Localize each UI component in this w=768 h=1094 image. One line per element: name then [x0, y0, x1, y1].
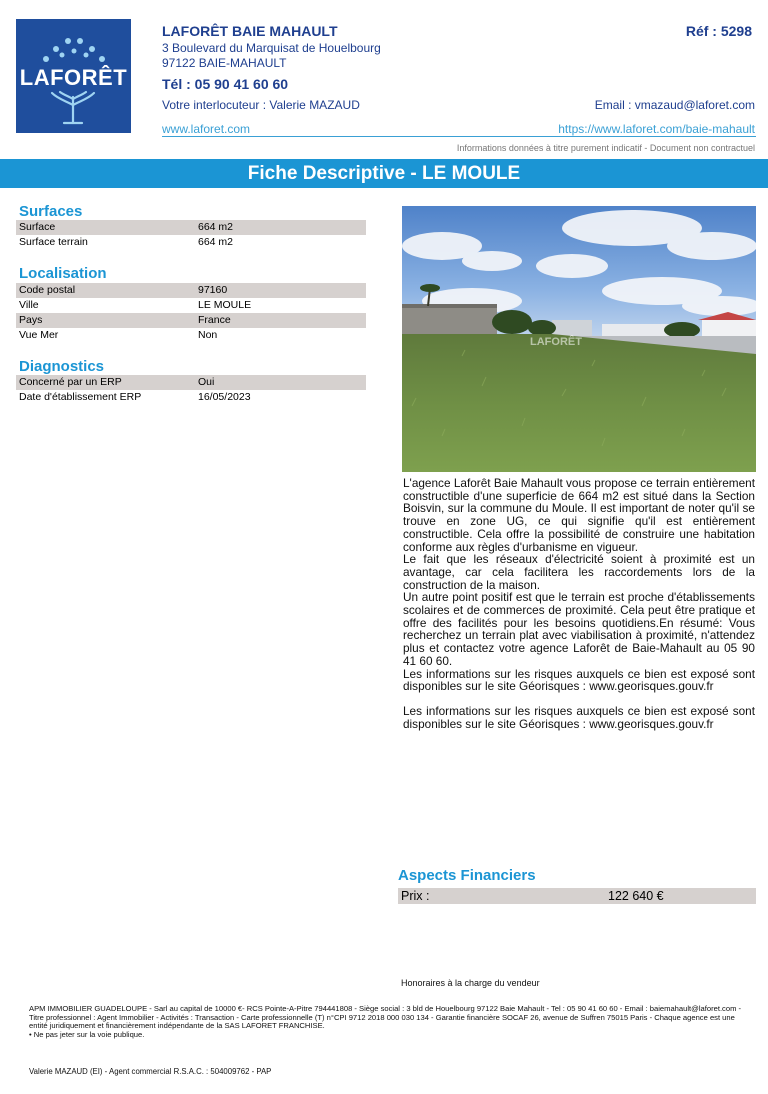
row-label: Code postal [19, 284, 76, 296]
row-value: LE MOULE [198, 299, 252, 311]
property-description [403, 477, 755, 730]
disclaimer: Informations données à titre purement indicatif - Document non contractuel [456, 143, 755, 153]
fees-note: Honoraires à la charge du vendeur [401, 978, 540, 988]
legal-notice [29, 1005, 749, 1039]
row-label: Pays [19, 314, 43, 326]
table-row [16, 328, 366, 343]
price-row [398, 888, 756, 904]
row-value: 664 m2 [198, 236, 234, 248]
legal-text: • Ne pas jeter sur la voie publique. [29, 1029, 145, 1039]
agent-info: Valerie MAZAUD (EI) - Agent commercial R.S.A.C. : 504009762 - PAP [29, 1067, 272, 1076]
table-row [16, 298, 366, 313]
phone-number: Tél : 05 90 41 60 60 [162, 76, 289, 92]
description-paragraph: Les informations sur les risques auxquels ce bien est exposé sont disponibles sur le site Géorisques : www.georisques.gouv.fr [403, 703, 755, 731]
row-label: Vue Mer [19, 329, 59, 341]
row-label: Ville [19, 299, 39, 311]
laforet-logo [16, 19, 131, 133]
table-row [16, 313, 366, 328]
contact-person: Votre interlocuteur : Valerie MAZAUD [162, 98, 360, 112]
legal-text: APM IMMOBILIER GUADELOUPE - Sarl au capital de 10000 €- RCS Pointe-A-Pitre 794441808 - Siège social : 3 bld de Houelbourg 97122 Baie Mahault - Tel : 05 90 41 60 60 - Email : baiemahault@laforet.com - Titre professionnel : Agent Immobilier - Activités : Transaction - Carte professionnelle (T) n°CPI 9712 2018 000 030 134 - Garantie financière SOCAF 26, avenue de Suffren 75015 Paris - Chaque agence est une entité juridiquement et financièrement indépendante de la SAS LAFORET FRANCHISE. [29, 1004, 742, 1031]
row-value: France [198, 314, 231, 326]
table-row [16, 235, 366, 250]
email-address[interactable]: Email : vmazaud@laforet.com [594, 98, 755, 112]
page-title: Fiche Descriptive - LE MOULE [0, 159, 768, 188]
agency-name: LAFORÊT BAIE MAHAULT [162, 23, 338, 39]
description-paragraph: L'agence Laforêt Baie Mahault vous propose ce terrain entièrement constructible d'une superficie de 664 m2 est situé dans la Section Boisvin, sur la commune du Moule. Il est important de noter qu'il se trouve en zone UG, ce qui signifie qu'il est entièrement constructible. Cela offre la possibilité de construire une habitation conforme aux règles d'urbanisme en vigueur. [403, 476, 755, 554]
row-label: Surface [19, 221, 56, 233]
row-label: Concerné par un ERP [19, 376, 122, 388]
row-value: 97160 [198, 284, 228, 296]
table-row [16, 283, 366, 298]
reference-number: Réf : 5298 [685, 23, 752, 39]
address-line-2: 97122 BAIE-MAHAULT [162, 56, 287, 70]
diagnostics-title: Diagnostics [19, 358, 105, 375]
agency-website-link[interactable]: https://www.laforet.com/baie-mahault [558, 122, 755, 136]
website-link[interactable]: www.laforet.com [162, 122, 251, 136]
table-row [16, 375, 366, 390]
address-line-1: 3 Boulevard du Marquisat de Houelbourg [162, 41, 381, 55]
logo-wordmark: LAFORÊT [19, 65, 128, 90]
photo-watermark: LAFORÊT [530, 336, 582, 348]
row-label: Surface terrain [19, 236, 88, 248]
table-row [16, 220, 366, 235]
financial-title: Aspects Financiers [398, 867, 536, 884]
property-photo [402, 206, 756, 472]
localisation-title: Localisation [19, 265, 107, 282]
row-value: Non [198, 329, 218, 341]
header-divider [162, 136, 756, 137]
surfaces-title: Surfaces [19, 203, 83, 220]
price-label: Prix : [401, 889, 430, 903]
price-value: 122 640 € [608, 889, 664, 903]
description-paragraph: Le fait que les réseaux d'électricité soient à proximité est un avantage, car cela facilitera les raccordements lors de la construction de la maison. [403, 552, 755, 592]
description-paragraph: Les informations sur les risques auxquels ce bien est exposé sont disponibles sur le site Géorisques : www.georisques.gouv.fr [403, 666, 755, 694]
table-row [16, 390, 366, 405]
row-value: 16/05/2023 [198, 391, 251, 403]
row-label: Date d'établissement ERP [19, 391, 142, 403]
description-paragraph: Un autre point positif est que le terrain est proche d'établissements scolaires et de commerces de proximité. Cela peut être pratique et offre des facilités pour les besoins quotidiens.En résumé: Vous recherchez un terrain plat avec viabilisation à proximité, n'attendez plus et contactez votre agence Laforêt de Baie-Mahault au 05 90 41 60 60. [403, 590, 755, 668]
row-value: Oui [198, 376, 215, 388]
row-value: 664 m2 [198, 221, 234, 233]
